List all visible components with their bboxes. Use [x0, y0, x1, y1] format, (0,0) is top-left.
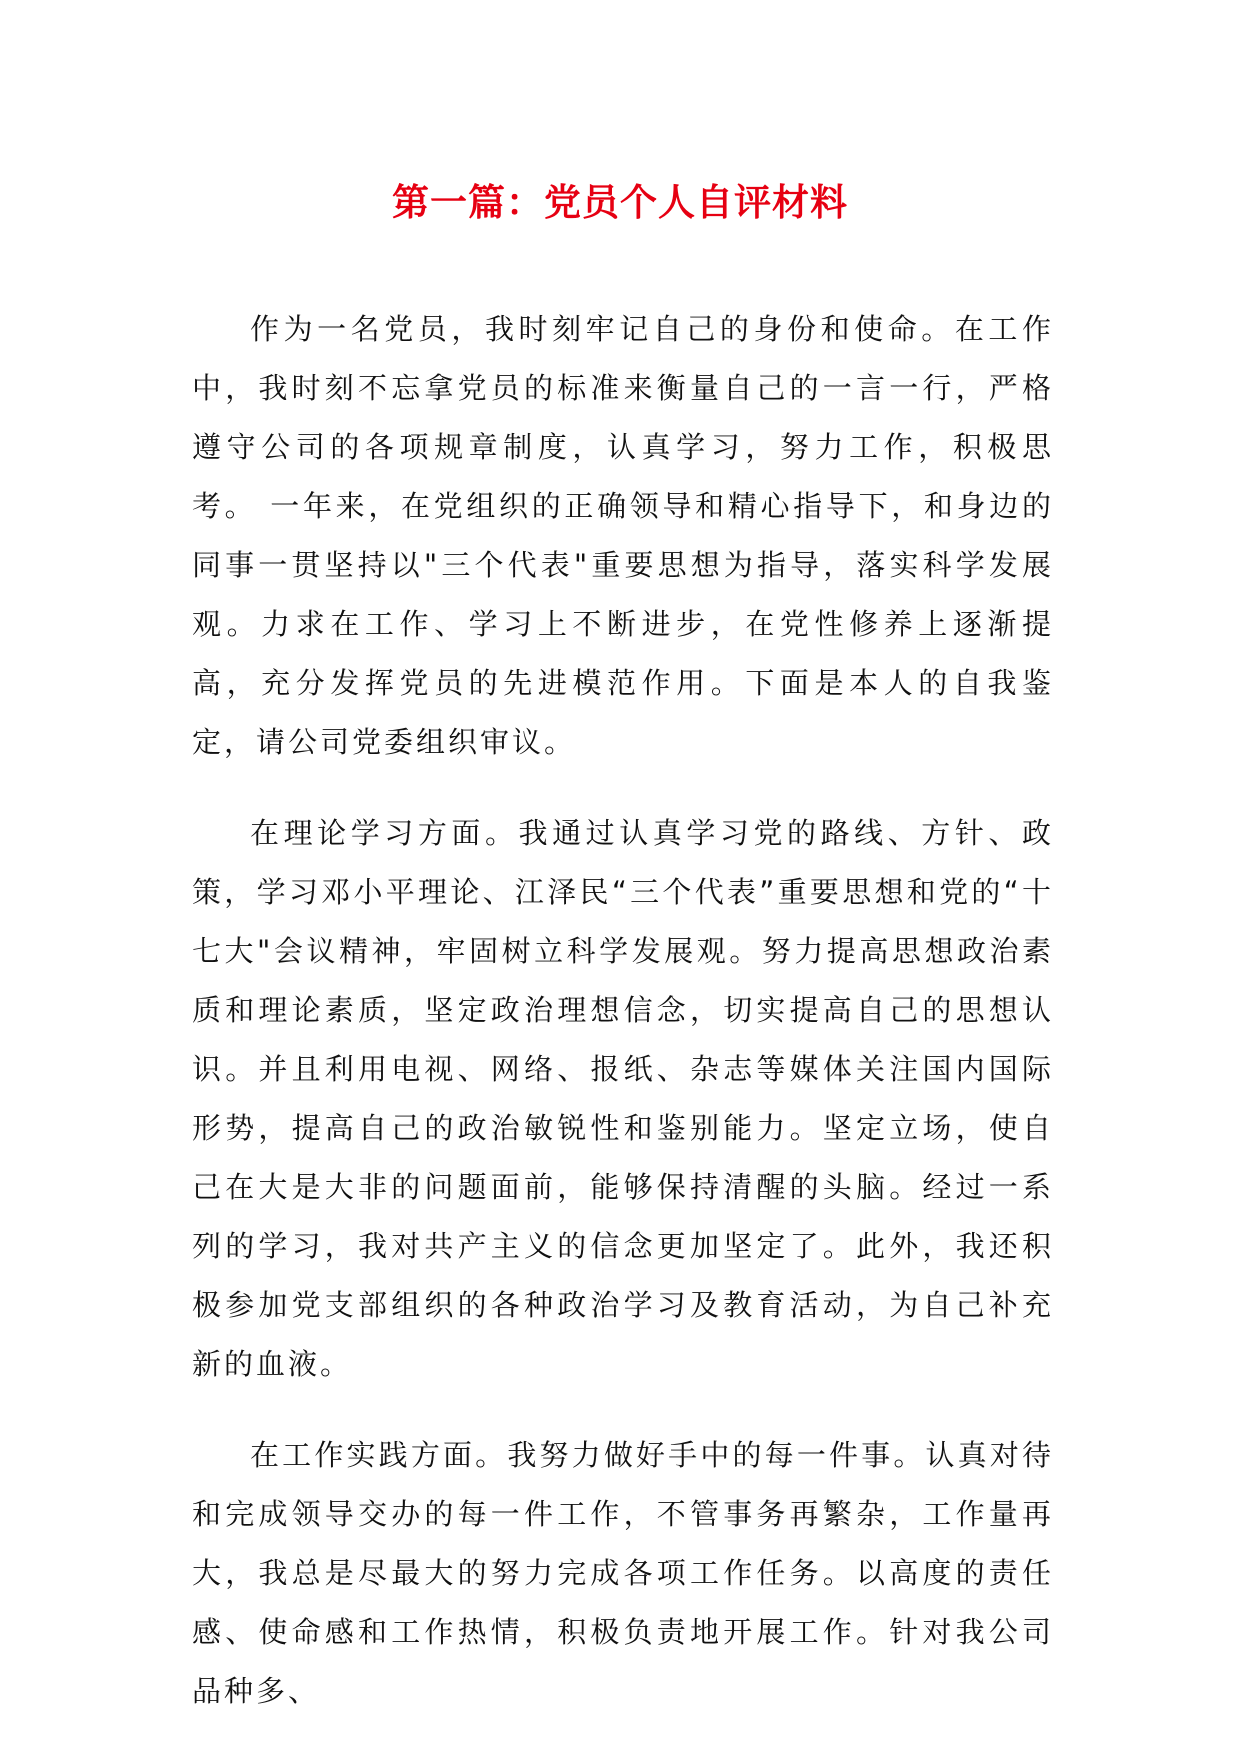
document-body [192, 300, 1054, 1753]
paragraph-theory-study: 在理论学习方面。我通过认真学习党的路线、方针、政策，学习邓小平理论、江泽民“三个代表”重要思想和党的“十七大"会议精神，牢固树立科学发展观。努力提高思想政治素质和理论素质，坚定政治理想信念，切实提高自己的思想认识。并且利用电视、网络、报纸、杂志等媒体关注国内国际形势，提高自己的政治敏锐性和鉴别能力。坚定立场，使自己在大是大非的问题面前，能够保持清醒的头脑。经过一系列的学习，我对共产主义的信念更加坚定了。此外，我还积极参加党支部组织的各种政治学习及教育活动，为自己补充新的血液。 [192, 816, 1054, 1381]
paragraph-work-practice: 在工作实践方面。我努力做好手中的每一件事。认真对待和完成领导交办的每一件工作，不管事务再繁杂，工作量再大，我总是尽最大的努力完成各项工作任务。以高度的责任感、使命感和工作热情，积极负责地开展工作。针对我公司品种多、 [192, 1438, 1054, 1708]
paragraph-intro: 作为一名党员，我时刻牢记自己的身份和使命。在工作中，我时刻不忘拿党员的标准来衡量自己的一言一行，严格遵守公司的各项规章制度，认真学习，努力工作，积极思考。 一年来，在党组织的正确领导和精心指导下，和身边的同事一贯坚持以"三个代表"重要思想为指导，落实科学发展观。力求在工作、学习上不断进步，在党性修养上逐渐提高，充分发挥党员的先进模范作用。下面是本人的自我鉴定，请公司党委组织审议。 [192, 312, 1054, 759]
document-title: 第一篇：党员个人自评材料 [392, 180, 848, 224]
